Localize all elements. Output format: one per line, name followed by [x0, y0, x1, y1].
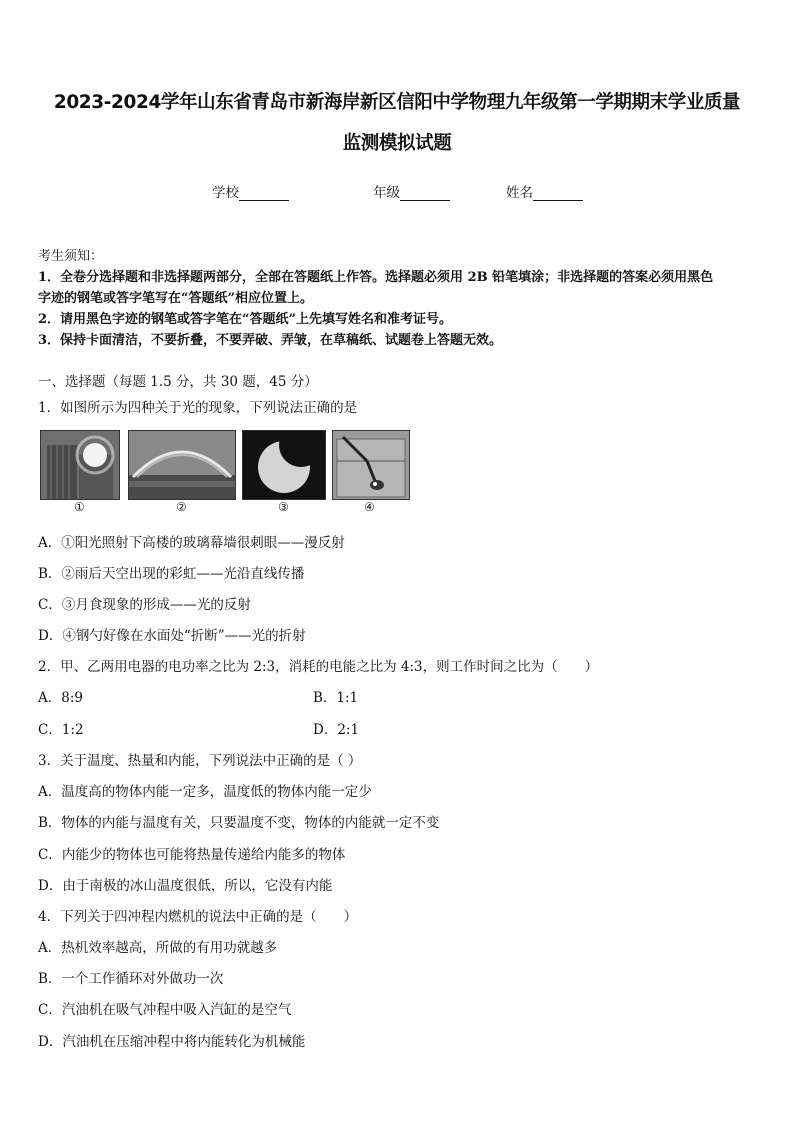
- section-heading: 一、选择题（每题 1.5 分，共 30 题，45 分）: [38, 374, 318, 390]
- grade-label: 年级: [373, 185, 400, 201]
- grade-field: [373, 181, 450, 201]
- exam-title-line-2: 监测模拟试题: [342, 133, 452, 154]
- question-4-option-b: B．一个工作循环对外做功一次: [38, 971, 224, 987]
- question-1-stem: 1．如图所示为四种关于光的现象，下列说法正确的是: [38, 400, 358, 416]
- name-blank[interactable]: [533, 186, 583, 201]
- notice-heading: 考生须知：: [38, 249, 104, 264]
- school-label: 学校: [212, 185, 239, 201]
- photo-lunar-eclipse: [242, 430, 326, 500]
- question-3-option-d: D．由于南极的冰山温度很低，所以，它没有内能: [38, 878, 333, 894]
- notice-line: 1．全卷分选择题和非选择题两部分，全部在答题纸上作答。选择题必须用 2B 铅笔填涂；非选择题的答案必须用黑色: [38, 270, 714, 285]
- school-blank[interactable]: [239, 186, 289, 201]
- school-field: [212, 181, 289, 201]
- question-2-option-c: C．1:2: [38, 722, 84, 738]
- question-1-option-c: C．③月食现象的形成——光的反射: [38, 597, 251, 613]
- question-3-stem: 3．关于温度、热量和内能，下列说法中正确的是（ ）: [38, 753, 362, 769]
- question-4-option-c: C．汽油机在吸气冲程中吸入汽缸的是空气: [38, 1002, 292, 1018]
- question-4-stem: 4．下列关于四冲程内燃机的说法中正确的是（ ）: [38, 909, 358, 925]
- photo-label-2: ②: [176, 500, 187, 514]
- question-1-option-d: D．④钢勺好像在水面处“折断”——光的折射: [38, 628, 306, 644]
- name-field: [506, 181, 583, 201]
- question-4-option-d: D．汽油机在压缩冲程中将内能转化为机械能: [38, 1034, 306, 1050]
- question-4-option-a: A．热机效率越高，所做的有用功就越多: [38, 940, 278, 956]
- question-1-option-b: B．②雨后天空出现的彩虹——光沿直线传播: [38, 566, 305, 582]
- question-3-option-b: B．物体的内能与温度有关，只要温度不变，物体的内能就一定不变: [38, 815, 440, 831]
- exam-title-line-1: 2023-2024学年山东省青岛市新海岸新区信阳中学物理九年级第一学期期末学业质量: [53, 92, 741, 113]
- notice-line: 3．保持卡面清洁，不要折叠，不要弄破、弄皱，在草稿纸、试题卷上答题无效。: [38, 333, 503, 348]
- photo-label-1: ①: [74, 500, 85, 514]
- question-1-option-a: A．①阳光照射下高楼的玻璃幕墙很刺眼——漫反射: [38, 535, 345, 551]
- light-phenomena-figure: [40, 430, 410, 516]
- photo-glass-building: [40, 430, 120, 500]
- question-2-option-a: A．8:9: [38, 690, 83, 706]
- photo-label-3: ③: [278, 500, 289, 514]
- name-label: 姓名: [506, 185, 533, 201]
- notice-line: 2．请用黑色字迹的钢笔或答字笔在“答题纸”上先填写姓名和准考证号。: [38, 312, 453, 327]
- question-3-option-a: A．温度高的物体内能一定多，温度低的物体内能一定少: [38, 784, 372, 800]
- photo-rainbow: [128, 430, 236, 500]
- question-2-option-b: B．1:1: [313, 690, 359, 706]
- question-2-stem: 2．甲、乙两用电器的电功率之比为 2:3，消耗的电能之比为 4:3，则工作时间之比为（ ）: [38, 659, 599, 675]
- notice-line: 字迹的钢笔或答字笔写在“答题纸”相应位置上。: [38, 291, 313, 306]
- question-2-option-d: D．2:1: [313, 722, 360, 738]
- grade-blank[interactable]: [400, 186, 450, 201]
- photo-label-4: ④: [364, 500, 375, 514]
- photo-spoon-in-water: [332, 430, 410, 500]
- question-3-option-c: C．内能少的物体也可能将热量传递给内能多的物体: [38, 847, 346, 863]
